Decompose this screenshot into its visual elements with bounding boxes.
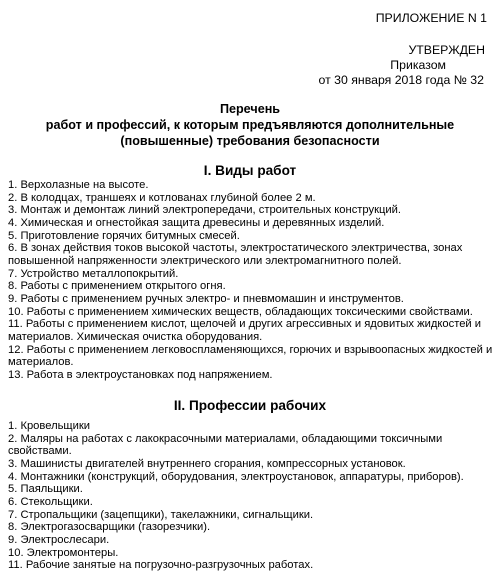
appendix-label: ПРИЛОЖЕНИЕ N 1 xyxy=(375,11,487,25)
document-subtitle-line-1: работ и профессий, к которым предъявляются дополнительные xyxy=(45,118,455,132)
list-item: 7. Устройство металлопокрытий. xyxy=(8,267,179,280)
list-item: 6. В зонах действия токов высокой частоты, электростатического электричества, зонах xyxy=(8,242,463,255)
list-item: 2. В колодцах, траншеях и котлованах глубиной более 2 м. xyxy=(8,191,316,204)
list-item: повышенной напряженности электрического или электромагнитного полей. xyxy=(8,254,402,267)
section-heading-professions: II. Профессии рабочих xyxy=(173,398,327,413)
list-item: 12. Работы с применением легковоспламеняющихся, горючих и взрывоопасных жидкостей и xyxy=(8,343,493,356)
list-item: 1. Верхолазные на высоте. xyxy=(8,179,149,191)
list-item: 2. Маляры на работах с лакокрасочными материалами, обладающими токсичными свойствами. xyxy=(8,432,443,458)
list-item: 13. Работа в электроустановках под напряжением. xyxy=(8,368,273,381)
list-item: 5. Паяльщики. xyxy=(8,483,83,496)
section-heading-work-types: I. Виды работ xyxy=(203,163,297,178)
list-item: 3. Монтаж и демонтаж линий электропередачи, строительных конструкций. xyxy=(8,204,402,217)
list-item: материалов. Химическая очистка оборудования. xyxy=(8,330,263,343)
list-item: 10. Электромонтеры. xyxy=(8,546,119,559)
professions-list xyxy=(8,420,495,572)
approved-label: УТВЕРЖДЕН xyxy=(408,43,485,57)
list-item: 3. Машинисты двигателей внутреннего сгорания, компрессорных установок. xyxy=(8,457,406,470)
document-title: Перечень xyxy=(219,102,281,116)
list-item: 5. Приготовление горячих битумных смесей. xyxy=(8,229,240,242)
order-label: Приказом xyxy=(390,58,446,72)
list-item: материалов. xyxy=(8,356,74,369)
list-item: 11. Рабочие занятые на погрузочно-разгрузочных работах. xyxy=(8,559,314,572)
list-item: 9. Работы с применением ручных электро- и пневмомашин и инструментов. xyxy=(8,292,404,305)
list-item: 6. Стекольщики. xyxy=(8,495,93,508)
list-item: 8. Работы с применением открытого огня. xyxy=(8,280,226,293)
list-item: 7. Стропальщики (зацепщики), такелажники, сигнальщики. xyxy=(8,508,314,521)
list-item: 1. Кровельщики xyxy=(8,420,91,432)
list-item: 4. Монтажники (конструкций, оборудования, электроустановок, аппаратуры, приборов). xyxy=(8,470,464,483)
list-item: 9. Электрослесари. xyxy=(8,533,110,546)
list-item: 4. Химическая и огнестойкая защита древесины и деревянных изделий. xyxy=(8,216,385,229)
work-types-list xyxy=(8,179,495,382)
order-date: от 30 января 2018 года № 32 xyxy=(318,73,484,87)
document-subtitle-line-2: (повышенные) требования безопасности xyxy=(120,134,380,148)
list-item: 8. Электрогазосварщики (газорезчики). xyxy=(8,521,211,534)
list-item: 11. Работы с применением кислот, щелочей и других агрессивных и ядовитых жидкостей и xyxy=(8,318,482,331)
list-item: 10. Работы с применением химических веществ, обладающих токсическими свойствами. xyxy=(8,305,473,318)
